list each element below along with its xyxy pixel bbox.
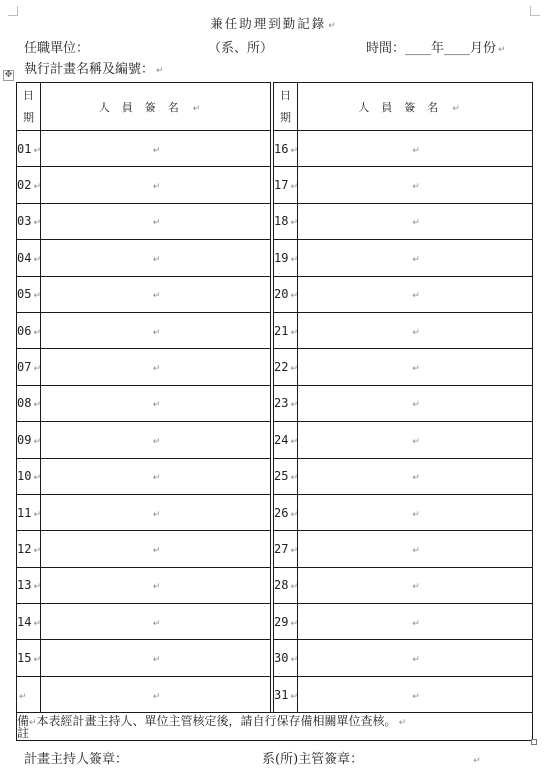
day-cell-left: [17, 276, 41, 312]
day-number: 19: [274, 250, 289, 265]
signature-cell-right[interactable]: [298, 167, 533, 203]
signature-cell-left[interactable]: [41, 131, 271, 167]
paragraph-mark: ↵: [33, 509, 41, 520]
paragraph-mark: ↵: [290, 655, 298, 666]
paragraph-mark: ↵: [152, 327, 161, 338]
day-cell-left: [17, 385, 41, 421]
paragraph-mark: ↵: [412, 691, 420, 702]
day-number: 18: [274, 214, 289, 229]
day-cell-right: [274, 494, 298, 530]
day-cell-left: [17, 312, 41, 348]
table-header-row: [17, 83, 533, 131]
paragraph-mark: ↵: [290, 254, 298, 265]
note-text: 本表經計畫主持人、單位主管核定後，請自行保存備相關單位查核。: [36, 713, 397, 728]
paragraph-mark: ↵: [290, 509, 298, 520]
day-number: 21: [274, 323, 289, 338]
signature-cell-right[interactable]: [298, 567, 533, 603]
signature-cell-left[interactable]: [41, 531, 271, 567]
paragraph-mark: ↵: [33, 145, 41, 156]
day-number: 26: [274, 505, 289, 520]
day-number: 30: [274, 651, 289, 666]
signature-cell-left[interactable]: [41, 312, 271, 348]
day-cell-right: [274, 422, 298, 458]
paragraph-mark: ↵: [290, 545, 298, 556]
paragraph-mark: ↵: [398, 717, 407, 728]
signature-cell-right[interactable]: [298, 240, 533, 276]
table-row: [17, 276, 533, 312]
day-number: 16: [274, 141, 289, 156]
day-cell-left: [17, 240, 41, 276]
paragraph-mark: ↵: [152, 291, 161, 302]
table-move-handle-icon[interactable]: ✥: [4, 70, 13, 80]
paragraph-mark: ↵: [290, 473, 298, 484]
signature-cell-left[interactable]: [41, 240, 271, 276]
signature-cell-left[interactable]: [41, 422, 271, 458]
paragraph-mark: ↵: [152, 182, 161, 193]
paragraph-mark: ↵: [412, 582, 420, 593]
day-cell-left: [17, 203, 41, 239]
paragraph-mark: ↵: [412, 364, 420, 375]
paragraph-mark: ↵: [33, 364, 41, 375]
paragraph-mark: ↵: [33, 436, 41, 447]
day-cell-right: [274, 312, 298, 348]
unit-label: 任職單位：: [24, 41, 90, 56]
signature-header-right: [298, 83, 533, 131]
table-row: [17, 240, 533, 276]
day-header-left: 日 期: [17, 83, 41, 131]
paragraph-mark: ↵: [290, 145, 298, 156]
signature-cell-left[interactable]: [41, 567, 271, 603]
day-cell-right: [274, 567, 298, 603]
table-row: [17, 312, 533, 348]
day-number: 01: [17, 141, 32, 156]
day-number: 07: [17, 360, 32, 375]
table-resize-handle[interactable]: [531, 739, 537, 745]
table-row: [17, 567, 533, 603]
paragraph-mark: ↵: [290, 400, 298, 411]
paragraph-mark: ↵: [473, 756, 481, 766]
signature-cell-right[interactable]: [298, 131, 533, 167]
paragraph-mark: ↵: [290, 691, 298, 702]
paragraph-mark: ↵: [412, 327, 420, 338]
paragraph-mark: ↵: [152, 655, 161, 666]
paragraph-mark: ↵: [33, 618, 41, 629]
signature-cell-left[interactable]: [41, 458, 271, 494]
table-row: [17, 676, 533, 712]
paragraph-mark: ↵: [33, 327, 41, 338]
day-number: 04: [17, 250, 32, 265]
time-label: [366, 37, 506, 56]
paragraph-mark: ↵: [412, 655, 420, 666]
paragraph-mark: ↵: [152, 545, 161, 556]
day-cell-left: [17, 567, 41, 603]
signature-header-text: 人員簽名: [98, 100, 191, 114]
paragraph-mark: ↵: [290, 436, 298, 447]
day-number: 08: [17, 396, 32, 411]
signature-cell-right[interactable]: [298, 203, 533, 239]
day-number: 24: [274, 432, 289, 447]
paragraph-mark: ↵: [152, 436, 161, 447]
title-text: 兼任助理到勤記錄: [210, 16, 327, 31]
paragraph-mark: ↵: [498, 45, 506, 55]
paragraph-mark: ↵: [33, 545, 41, 556]
day-cell-right: [274, 349, 298, 385]
day-cell-left: [17, 494, 41, 530]
day-cell-left: [17, 422, 41, 458]
day-number: 20: [274, 287, 289, 302]
signature-cell-left[interactable]: [41, 604, 271, 640]
dept-head-signature-label: [262, 748, 481, 767]
day-number: 27: [274, 541, 289, 556]
paragraph-mark: ↵: [412, 182, 420, 193]
day-cell-right: [274, 167, 298, 203]
attendance-table: [16, 82, 533, 741]
paragraph-mark: ↵: [156, 66, 164, 76]
paragraph-mark: ↵: [33, 655, 41, 666]
paragraph-mark: ↵: [152, 618, 161, 629]
paragraph-mark: ↵: [152, 145, 161, 156]
paragraph-mark: ↵: [33, 218, 41, 229]
paragraph-mark: ↵: [412, 473, 420, 484]
paragraph-mark: ↵: [152, 691, 161, 702]
paragraph-mark: ↵: [412, 218, 420, 229]
day-cell-left: [17, 131, 41, 167]
day-cell-right: [274, 640, 298, 676]
paragraph-mark: ↵: [152, 254, 161, 265]
paragraph-mark: ↵: [152, 400, 161, 411]
signature-cell-left[interactable]: [41, 676, 271, 712]
day-number: 22: [274, 360, 289, 375]
paragraph-mark: ↵: [290, 182, 298, 193]
paragraph-mark: ↵: [152, 473, 161, 484]
paragraph-mark: ↵: [452, 103, 472, 114]
table-row: [17, 640, 533, 676]
paragraph-mark: ↵: [412, 618, 420, 629]
signature-cell-left[interactable]: [41, 203, 271, 239]
signature-cell-right[interactable]: [298, 458, 533, 494]
day-number: 11: [17, 505, 32, 520]
day-cell-left: [17, 167, 41, 203]
day-cell-left: [17, 676, 41, 712]
day-number: 09: [17, 432, 32, 447]
signature-cell-left[interactable]: [41, 167, 271, 203]
paragraph-mark: ↵: [33, 582, 41, 593]
paragraph-mark: ↵: [192, 103, 213, 114]
paragraph-mark: ↵: [29, 717, 37, 728]
table-row: [17, 458, 533, 494]
paragraph-mark: ↵: [412, 545, 420, 556]
day-cell-right: [274, 676, 298, 712]
plan-text: 執行計畫名稱及編號：: [24, 62, 155, 77]
note-cell: [17, 713, 533, 741]
paragraph-mark: ↵: [412, 509, 420, 520]
day-cell-left: [17, 458, 41, 494]
paragraph-mark: ↵: [152, 582, 161, 593]
paragraph-mark: ↵: [33, 254, 41, 265]
day-number: 17: [274, 178, 289, 193]
table-row: [17, 167, 533, 203]
table-row: [17, 131, 533, 167]
day-cell-left: [17, 349, 41, 385]
signature-cell-right[interactable]: [298, 276, 533, 312]
signature-cell-right[interactable]: [298, 604, 533, 640]
table-row: [17, 531, 533, 567]
signature-cell-right[interactable]: [298, 531, 533, 567]
dept-label: （系、所）: [208, 41, 274, 56]
paragraph-mark: ↵: [152, 364, 161, 375]
note-row: [17, 713, 533, 741]
signature-cell-left[interactable]: [41, 640, 271, 676]
signature-cell-right[interactable]: [298, 640, 533, 676]
note-label: 備 註: [17, 713, 30, 740]
paragraph-mark: ↵: [412, 254, 420, 265]
day-header-right: 日 期: [274, 83, 298, 131]
signature-cell-right[interactable]: [298, 349, 533, 385]
day-cell-left: [17, 531, 41, 567]
paragraph-mark: ↵: [412, 145, 420, 156]
paragraph-mark: ↵: [33, 291, 41, 302]
paragraph-mark: ↵: [33, 400, 41, 411]
paragraph-mark: ↵: [290, 291, 298, 302]
table-row: [17, 604, 533, 640]
plan-label: [24, 58, 164, 77]
signature-cell-right[interactable]: [298, 494, 533, 530]
paragraph-mark: ↵: [412, 291, 420, 302]
paragraph-mark: ↵: [290, 618, 298, 629]
day-number: 02: [17, 178, 32, 193]
time-text: 時間：____年____月份: [366, 41, 497, 56]
signature-cell-left[interactable]: [41, 276, 271, 312]
day-number: 28: [274, 578, 289, 593]
paragraph-mark: ↵: [33, 182, 41, 193]
day-cell-right: [274, 604, 298, 640]
day-number: 31: [274, 687, 289, 702]
day-number: 13: [17, 578, 32, 593]
table-row: [17, 422, 533, 458]
paragraph-mark: ↵: [412, 436, 420, 447]
day-cell-right: [274, 203, 298, 239]
table-row: [17, 385, 533, 421]
signature-cell-right[interactable]: [298, 676, 533, 712]
table-row: [17, 203, 533, 239]
paragraph-mark: ↵: [19, 691, 27, 702]
signature-cell-left[interactable]: [41, 385, 271, 421]
signature-cell-right[interactable]: [298, 312, 533, 348]
signature-cell-right[interactable]: [298, 422, 533, 458]
day-cell-right: [274, 385, 298, 421]
pi-signature-label: 計畫主持人簽章：: [24, 752, 129, 767]
table-row: [17, 494, 533, 530]
paragraph-mark: ↵: [33, 473, 41, 484]
day-number: 23: [274, 396, 289, 411]
day-cell-left: [17, 640, 41, 676]
paragraph-mark: ↵: [328, 21, 338, 31]
day-number: 10: [17, 469, 32, 484]
day-number: 15: [17, 651, 32, 666]
day-cell-right: [274, 531, 298, 567]
day-cell-right: [274, 131, 298, 167]
day-number: 05: [17, 287, 32, 302]
paragraph-mark: ↵: [412, 400, 420, 411]
signature-cell-left[interactable]: [41, 494, 271, 530]
paragraph-mark: ↵: [290, 364, 298, 375]
signature-cell-right[interactable]: [298, 385, 533, 421]
day-number: 14: [17, 614, 32, 629]
paragraph-mark: ↵: [290, 582, 298, 593]
signature-header-text: 人員簽名: [358, 100, 451, 114]
day-number: 25: [274, 469, 289, 484]
day-number: 03: [17, 214, 32, 229]
paragraph-mark: ↵: [152, 509, 161, 520]
paragraph-mark: ↵: [290, 327, 298, 338]
day-cell-right: [274, 240, 298, 276]
paragraph-mark: ↵: [152, 218, 161, 229]
day-cell-left: [17, 604, 41, 640]
paragraph-mark: ↵: [290, 218, 298, 229]
day-number: 12: [17, 541, 32, 556]
day-number: 06: [17, 323, 32, 338]
signature-cell-left[interactable]: [41, 349, 271, 385]
signature-header-left: [41, 83, 271, 131]
document-title: [0, 14, 548, 32]
day-cell-right: [274, 458, 298, 494]
dept-head-signature-text: 系(所)主管簽章：: [262, 752, 364, 767]
day-number: 29: [274, 614, 289, 629]
table-row: [17, 349, 533, 385]
day-cell-right: [274, 276, 298, 312]
